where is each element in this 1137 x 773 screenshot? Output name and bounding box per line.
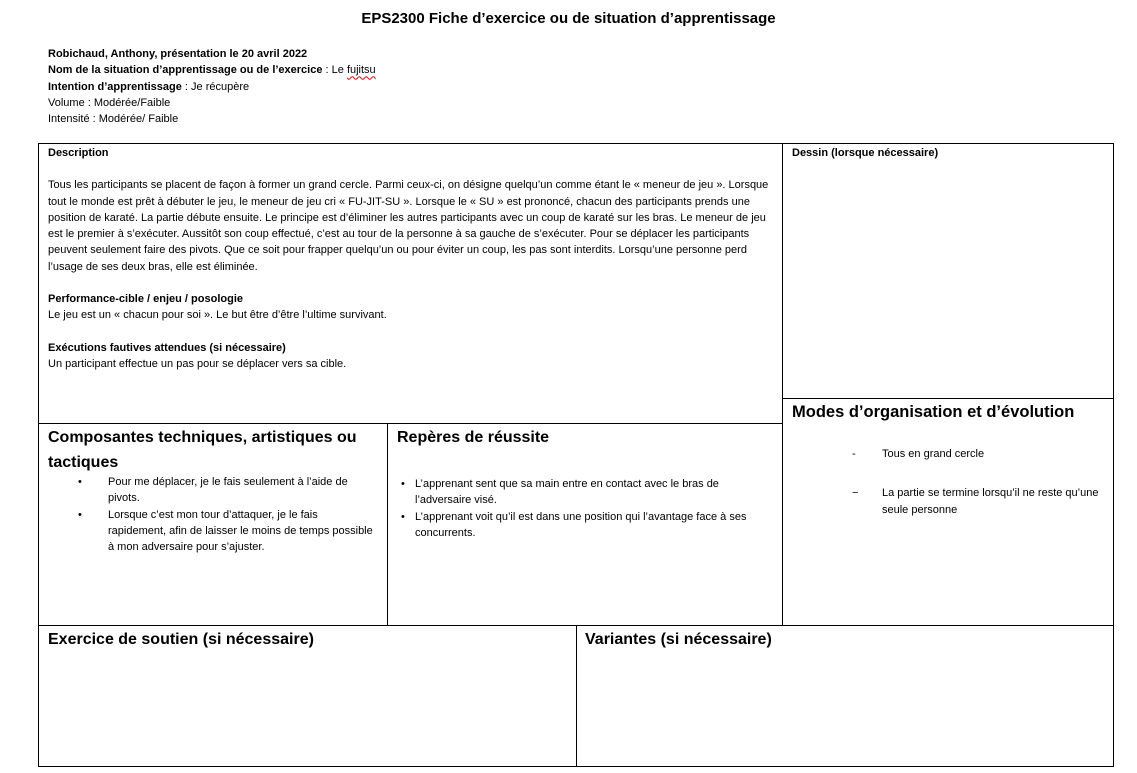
soutien-heading: Exercice de soutien (si nécessaire): [48, 631, 314, 648]
modes-heading: Modes d’organisation et d’évolution: [792, 403, 1075, 421]
intention-value: : Je récupère: [181, 80, 250, 93]
performance-text: Le jeu est un « chacun pour soi ». Le but être d’être l’ultime survivant.: [48, 309, 387, 322]
errors-heading: Exécutions fautives attendues (si nécessaire): [48, 341, 286, 354]
errors-text: Un participant effectue un pas pour se déplacer vers sa cible.: [48, 357, 347, 370]
description-heading: Description: [48, 147, 109, 159]
bullet-icon: •: [401, 510, 405, 523]
list-item: • Lorsque c’est mon tour d’attaquer, je le fais rapidement, afin de laisser le moins de temps possible à mon adversaire pour s’ajuster.: [78, 508, 373, 554]
bullet-icon: •: [78, 508, 82, 521]
reperes-list: [397, 476, 772, 541]
name-label: Nom de la situation d’apprentissage ou de l’exercice: [48, 64, 323, 77]
bullet-icon: •: [78, 476, 82, 488]
dash-marker: -: [852, 448, 856, 460]
composantes-list: [48, 474, 378, 555]
composantes-heading: Composantes techniques, artistiques ou tactiques: [48, 429, 357, 471]
volume-line: Volume : Modérée/Faible: [48, 96, 171, 109]
intention-label: Intention d’apprentissage: [48, 80, 182, 93]
document-meta: [48, 46, 376, 127]
dash-marker: −: [852, 487, 859, 500]
list-item: • Pour me déplacer, je le fais seulement à l’aide de pivots.: [78, 476, 348, 505]
name-value: fujitsu: [346, 64, 376, 77]
modes-list: [792, 446, 1107, 518]
performance-heading: Performance-cible / enjeu / posologie: [48, 293, 243, 306]
description-cell: [48, 145, 776, 372]
reperes-heading: Repères de réussite: [397, 429, 550, 446]
description-text: Tous les participants se placent de façon à former un grand cercle. Parmi ceux-ci, on désigne quelqu’un comme étant le « meneur de jeu ». Lorsque tout le monde est prêt à débuter le jeu, le meneur de jeu cri « FU-JIT-SU ». Lorsque le « SU » est prononcé, chacun des participants prends une position de karaté. La partie débute ensuite. Le principe est d’éliminer les autres participants avec un coup de karaté sur les bras. Le meneur de jeu est le premier à s’exécuter. Aussitôt son coup effectué, c’est au tour de la personne à sa gauche de s’exécuter. Pour se déplacer les participants peuvent seulement faire des pivots. Que ce soit pour frapper quelqu’un ou pour éviter un coup, les pas sont interdits. Lorsqu’une personne perd l’usage de ses deux bras, elle est éliminée.: [48, 179, 769, 273]
intensity-line: Intensité : Modérée/ Faible: [48, 113, 179, 126]
name-separator: : Le: [322, 64, 347, 77]
dessin-heading: Dessin (lorsque nécessaire): [792, 147, 939, 159]
author-line: Robichaud, Anthony, présentation le 20 avril 2022: [48, 48, 308, 60]
modes-item: - Tous en grand cercle: [792, 446, 1107, 462]
document-title: EPS2300 Fiche d’exercice ou de situation d’apprentissage: [361, 10, 776, 27]
modes-item: − La partie se termine lorsqu’il ne reste qu’une seule personne: [852, 487, 1099, 516]
list-item: • L’apprenant sent que sa main entre en contact avec le bras de l’adversaire visé.: [401, 478, 719, 507]
list-item: • L’apprenant voit qu’il est dans une position qui l’avantage face à ses concurrents.: [401, 510, 747, 539]
bullet-icon: •: [401, 478, 405, 490]
variantes-heading: Variantes (si nécessaire): [585, 631, 772, 648]
